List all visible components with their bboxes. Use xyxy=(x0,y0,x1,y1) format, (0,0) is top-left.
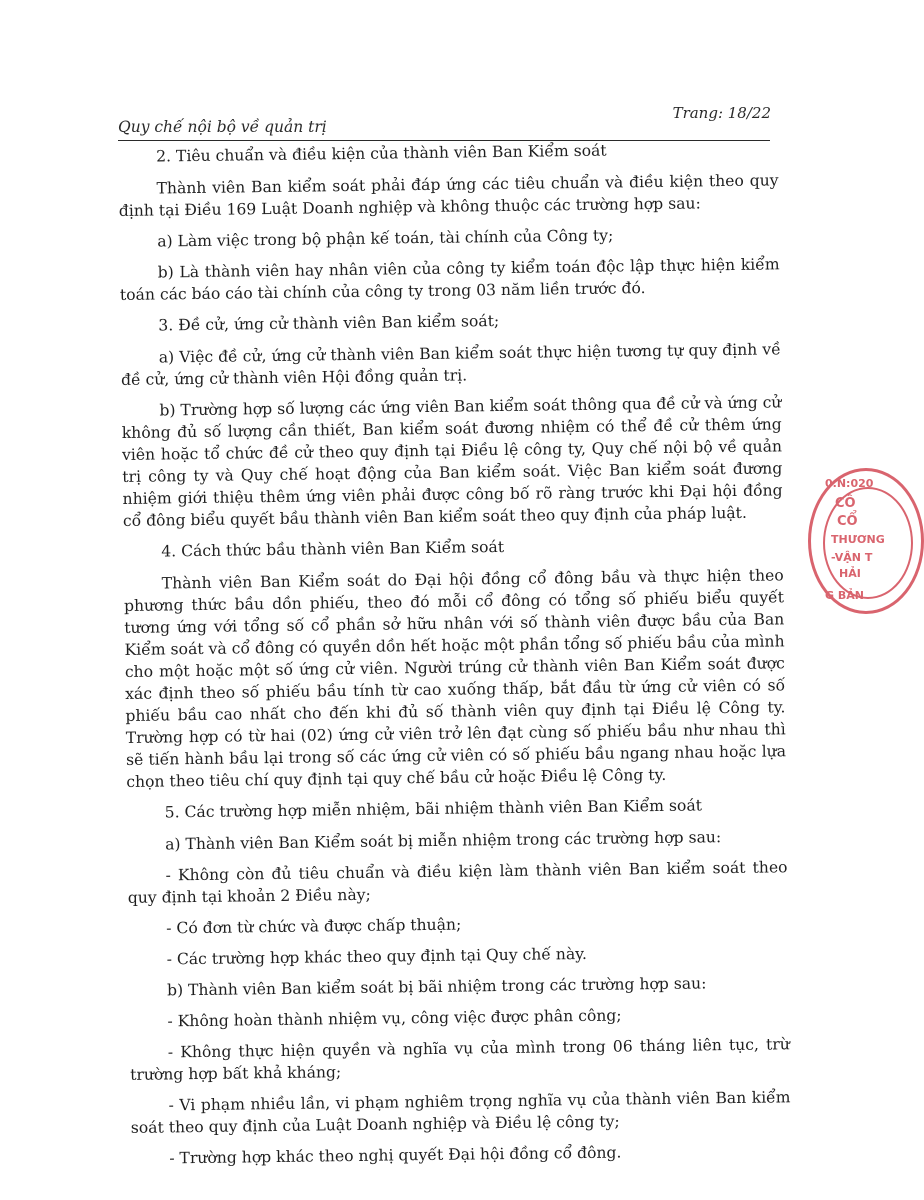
bullet-item: - Không hoàn thành nhiệm vụ, công việc được phân công; xyxy=(167,1006,622,1031)
document-body xyxy=(118,137,791,1179)
paragraph: Thành viên Ban kiểm soát phải đáp ứng các tiêu chuẩn và điều kiện theo quy định tại Điều 169 Luật Doanh nghiệp và không thuộc các trường hợp sau: xyxy=(118,171,779,220)
list-item: b) Thành viên Ban kiểm soát bị bãi nhiệm trong các trường hợp sau: xyxy=(166,974,707,1000)
section-heading: 3. Đề cử, ứng cử thành viên Ban kiểm soát; xyxy=(158,312,500,335)
company-seal-stamp xyxy=(808,468,924,614)
stamp-text: CÔ xyxy=(835,496,856,511)
bullet-item: - Không thực hiện quyền và nghĩa vụ của mình trong 06 tháng liên tục, trừ trường hợp bất khả kháng; xyxy=(130,1035,790,1084)
bullet-item: - Có đơn từ chức và được chấp thuận; xyxy=(166,915,462,938)
stamp-text: THƯƠNG xyxy=(831,533,885,546)
running-header-title: Quy chế nội bộ về quản trị xyxy=(118,118,327,136)
bullet-item: - Vi phạm nhiều lần, vi phạm nghiêm trọng nghĩa vụ của thành viên Ban kiểm soát theo quy định của Luật Doanh nghiệp và Điều lệ công ty; xyxy=(130,1088,791,1137)
stamp-text: G BẢN xyxy=(825,589,864,602)
list-item: a) Thành viên Ban Kiểm soát bị miễn nhiệm trong các trường hợp sau: xyxy=(165,828,722,854)
section-heading: 5. Các trường hợp miễn nhiệm, bãi nhiệm thành viên Ban Kiểm soát xyxy=(164,796,703,822)
section-heading: 4. Cách thức bầu thành viên Ban Kiểm soát xyxy=(161,537,505,561)
stamp-text: -VẬN T xyxy=(831,551,873,564)
bullet-item: - Trường hợp khác theo nghị quyết Đại hội đồng cổ đông. xyxy=(169,1143,622,1168)
paragraph: Thành viên Ban Kiểm soát do Đại hội đồng cổ đông bầu và thực hiện theo phương thức bầu dồn phiếu, theo đó mỗi cổ đông có tổng số phiếu biểu quyết tương ứng với tổng số cổ phần sở hữu nhân với số thành viên được bầu của Ban Kiểm soát và cổ đông có quyền dồn hết hoặc một phần tổng số phiếu bầu của mình cho một hoặc một số ứng cử viên. Người trúng cử thành viên Ban Kiểm soát được xác định theo số phiếu bầu tính từ cao xuống thấp, bắt đầu từ ứng cử viên có số phiếu bầu cao nhất cho đến khi đủ số thành viên quy định tại Điều lệ Công ty. Trường hợp có từ hai (02) ứng cử viên trở lên đạt cùng số phiếu bầu như nhau thì sẽ tiến hành bầu lại trong số các ứng cử viên có số phiếu bầu ngang nhau hoặc lựa chọn theo tiêu chí quy định tại quy chế bầu cử hoặc Điều lệ Công ty. xyxy=(123,566,787,791)
stamp-text: CỔ xyxy=(837,514,858,529)
page-number: Trang: 18/22 xyxy=(672,104,771,122)
list-item: b) Là thành viên hay nhân viên của công ty kiểm toán độc lập thực hiện kiểm toán các báo cáo tài chính của công ty trong 03 năm liền trước đó. xyxy=(119,255,780,304)
list-item: a) Việc đề cử, ứng cử thành viên Ban kiểm soát thực hiện tương tự quy định về đề cử, ứng cử thành viên Hội đồng quản trị. xyxy=(120,340,781,389)
bullet-item: - Không còn đủ tiêu chuẩn và điều kiện làm thành viên Ban kiểm soát theo quy định tại khoản 2 Điều này; xyxy=(127,858,788,907)
bullet-item: - Các trường hợp khác theo quy định tại Quy chế này. xyxy=(166,944,588,969)
list-item: b) Trường hợp số lượng các ứng viên Ban kiểm soát thông qua đề cử và ứng cử không đủ số lượng cần thiết, Ban kiểm soát đương nhiệm có thể đề cử thêm ứng viên hoặc tổ chức đề cử theo quy định tại Điều lệ công ty, Quy chế nội bộ về quản trị công ty và Quy chế hoạt động của Ban kiểm soát. Việc Ban kiểm soát đương nhiệm giới thiệu thêm ứng viên phải được công bố rõ ràng trước khi Đại hội đồng cổ đông biểu quyết bầu thành viên Ban kiểm soát theo quy định của pháp luật. xyxy=(121,393,783,530)
section-heading: 2. Tiêu chuẩn và điều kiện của thành viên Ban Kiểm soát xyxy=(156,141,607,166)
stamp-text: HẢI xyxy=(839,567,861,580)
stamp-text: 0.N:020 xyxy=(825,477,874,490)
list-item: a) Làm việc trong bộ phận kế toán, tài chính của Công ty; xyxy=(157,226,614,251)
